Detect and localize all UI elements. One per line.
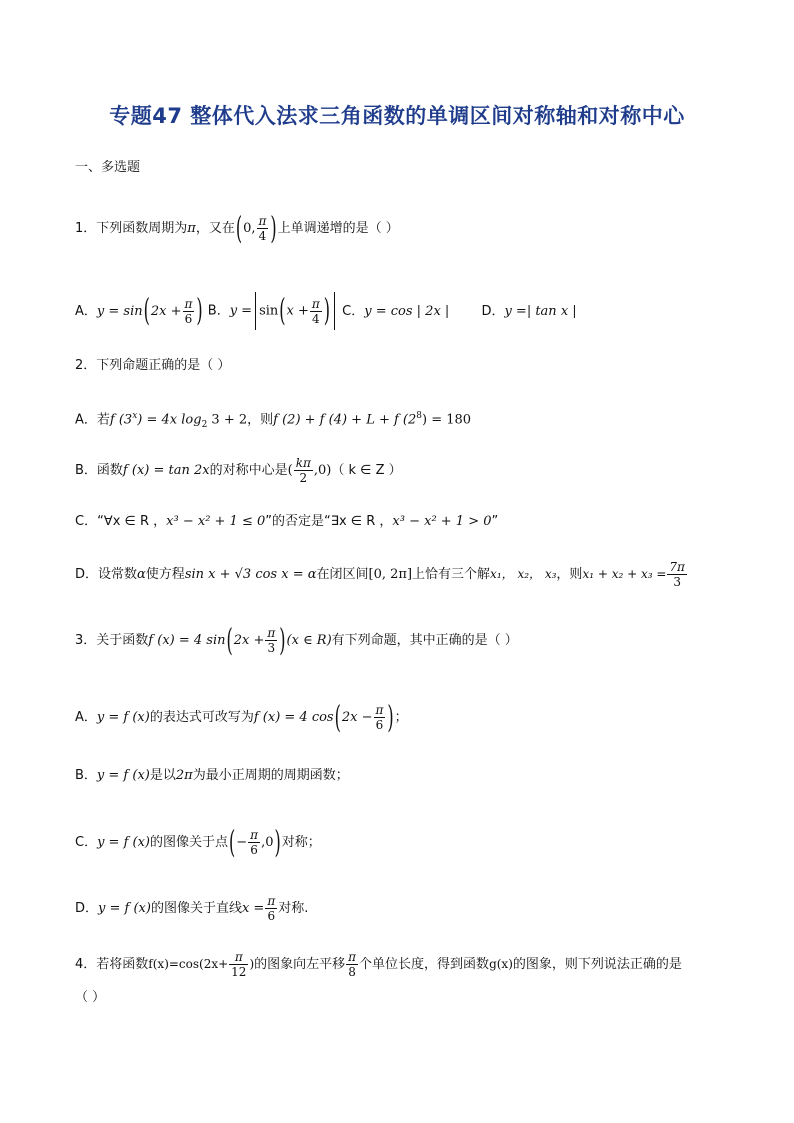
math-expr: ,0: [261, 835, 274, 850]
fraction: [183, 297, 195, 326]
fraction-numerator: π: [250, 828, 259, 842]
math-expr: 2x +: [150, 303, 182, 319]
condition-text: （ k ∈ Z ）: [331, 463, 402, 478]
stem-text: 个单位长度，得到函数: [359, 957, 490, 972]
stem-text: 对称.: [278, 901, 309, 916]
fraction-numerator: 7π: [669, 560, 685, 574]
math-expr: x =: [241, 901, 265, 916]
fraction-denominator: 3: [267, 641, 276, 655]
stem-text: 下列函数周期为: [96, 221, 188, 236]
math-expr: y = sin: [96, 303, 143, 319]
question-number: 2．: [75, 358, 97, 373]
stem-text: 的图象，则下列说法正确的是: [512, 957, 682, 972]
math-expr: ) = 180: [422, 412, 472, 428]
stem-text: 的表达式可改写为: [149, 710, 254, 725]
fraction: [229, 950, 248, 979]
fraction-denominator: 3: [673, 575, 681, 589]
math-expr: g(x): [489, 957, 513, 971]
section-heading: 一、多选题: [75, 160, 141, 175]
math-expr: 2π: [175, 768, 193, 783]
math-expr: f (x) = 4 sin: [148, 633, 226, 648]
paren-close: ): [387, 698, 394, 735]
math-expr: y = f (x): [98, 901, 151, 916]
stem-text: ，又在: [195, 221, 235, 236]
superscript: x: [132, 411, 138, 421]
option-label: A．: [75, 303, 97, 319]
math-expr: (x ∈ R): [286, 633, 332, 648]
fraction: [294, 456, 313, 485]
math-expr: 2x −: [341, 710, 373, 725]
option-c: [342, 302, 449, 322]
paren-open: (: [334, 698, 341, 735]
stem-text: 的对称中心是: [209, 463, 288, 478]
superscript: 8: [416, 411, 422, 421]
question-number: 4．: [75, 957, 97, 972]
stem-text: ”: [491, 514, 499, 529]
option-label: B．函数: [75, 463, 123, 478]
paren-close: ): [323, 292, 331, 329]
stem-text: 是以: [149, 768, 176, 783]
math-expr: x₁， x₂， x₃: [490, 567, 557, 581]
math-expr: f (x) = tan 2x: [122, 463, 210, 478]
fraction-numerator: π: [258, 214, 267, 228]
option-label: A．: [75, 710, 97, 725]
question-1-options: [75, 292, 577, 330]
fraction-numerator: π: [267, 894, 276, 908]
fraction-denominator: 6: [184, 311, 193, 326]
math-expr: x +: [286, 303, 309, 319]
paren-close: ): [196, 292, 203, 329]
fraction: [346, 950, 358, 979]
math-expr: ,0): [313, 463, 332, 478]
fraction: [667, 560, 687, 589]
math-expr: ): [249, 957, 255, 971]
pi-symbol: π: [187, 221, 196, 236]
stem-text: 为最小正周期的周期函数；: [192, 768, 349, 783]
question-4-answer-paren: （ ）: [75, 990, 106, 1005]
option-label: B．: [75, 768, 97, 783]
math-expr: 2x +: [233, 633, 265, 648]
abs-bar: [334, 292, 335, 330]
stem-text: ”的否定是“∃x ∈ R ，: [265, 514, 393, 529]
math-expr: f(x)=cos(2x+: [148, 957, 229, 971]
question-number: 3．: [75, 633, 97, 648]
math-expr: f (2) + f (4) + L + f (2: [273, 412, 417, 428]
math-expr: [0, 2π]: [368, 567, 413, 582]
fraction: [374, 703, 386, 732]
paren-open: (: [235, 209, 243, 246]
stem-text: 下列命题正确的是（ ）: [96, 358, 231, 373]
abs-bar: [255, 292, 256, 330]
math-expr: sin: [259, 303, 279, 319]
stem-text: 关于函数: [96, 633, 149, 648]
paren-close: ): [270, 209, 277, 246]
stem-text: 上单调递增的是（ ）: [277, 221, 399, 236]
stem-text: 的图像关于直线: [150, 901, 242, 916]
math-expr: x₁ + x₂ + x₃ =: [582, 567, 667, 581]
stem-text: ，则: [556, 567, 583, 582]
subscript: 2: [201, 419, 208, 430]
stem-text: 对称；: [281, 835, 321, 850]
paren-open: (: [279, 292, 286, 329]
fraction-denominator: 12: [231, 965, 247, 979]
option-label: D．设常数: [75, 567, 138, 582]
stem-text: ；: [394, 710, 408, 725]
fraction-numerator: kπ: [295, 456, 311, 470]
fraction-denominator: 4: [312, 311, 320, 326]
fraction: [248, 828, 260, 857]
math-expr: y = f (x): [96, 768, 150, 783]
question-number: 1．: [75, 221, 97, 236]
question-2-option-b: [75, 456, 402, 485]
option-label: D．: [481, 303, 505, 319]
option-b: [208, 292, 338, 330]
paren-open: (: [229, 823, 236, 860]
fraction: [265, 626, 277, 655]
math-expr: ) = 4x log: [137, 412, 202, 428]
question-3-stem: [75, 621, 518, 658]
question-4-stem: [75, 950, 682, 979]
paren-open: (: [226, 621, 233, 658]
fraction-numerator: π: [348, 950, 357, 964]
stem-text: 的图象向左平移: [254, 957, 346, 972]
paren-open: (: [143, 292, 150, 329]
option-label: C．: [342, 303, 365, 319]
page-title: 专题47 整体代入法求三角函数的单调区间对称轴和对称中心: [109, 104, 685, 128]
math-expr: x³ − x² + 1 ≤ 0: [166, 514, 266, 529]
fraction-denominator: 2: [299, 471, 308, 485]
fraction-denominator: 6: [267, 909, 276, 923]
math-expr: y = f (x): [96, 710, 150, 725]
math-expr: y = cos | 2x |: [364, 303, 450, 319]
option-label: B．: [207, 303, 230, 319]
fraction-denominator: 4: [258, 229, 267, 243]
fraction: [310, 297, 322, 326]
math-expr: 3 + 2: [207, 412, 248, 428]
fraction-denominator: 8: [348, 965, 356, 979]
question-3-option-d: [75, 894, 308, 923]
fraction: [265, 894, 277, 923]
question-2-stem: [75, 356, 230, 376]
stem-text: 使方程: [145, 567, 185, 582]
question-3-option-c: [75, 823, 321, 860]
question-2-option-a: [75, 406, 471, 435]
fraction-denominator: 6: [250, 843, 258, 857]
question-2-option-d: [75, 560, 688, 589]
stem-text: 的图像关于点: [150, 835, 229, 850]
math-expr: y =: [229, 303, 253, 319]
math-expr: x³ − x² + 1 > 0: [392, 514, 492, 529]
stem-text: ，则: [247, 412, 274, 428]
option-label: C．“∀x ∈ R ，: [75, 514, 167, 529]
question-3-option-a: [75, 698, 408, 735]
paren-close: ): [274, 823, 281, 860]
stem-text: 有下列命题，其中正确的是（ ）: [331, 633, 518, 648]
fraction-numerator: π: [229, 950, 248, 965]
math-expr: sin x + √3 cos x = α: [184, 567, 317, 582]
stem-text: 上恰有三个解: [412, 567, 491, 582]
stem-text: 若将函数: [96, 957, 149, 972]
math-expr: −: [236, 835, 248, 850]
fraction-numerator: π: [311, 296, 320, 311]
question-1-stem: [75, 209, 399, 246]
stem-text: 在闭区间: [316, 567, 369, 582]
paren-close: ): [279, 621, 286, 658]
option-a: [75, 292, 204, 329]
question-2-option-c: [75, 512, 498, 532]
option-label: C．: [75, 835, 98, 850]
question-3-option-b: [75, 766, 349, 786]
fraction: [257, 214, 269, 243]
interval-text: 0,: [243, 221, 256, 236]
math-expr: f (3: [109, 412, 133, 428]
math-expr: α: [137, 567, 146, 582]
option-label: D．: [75, 901, 99, 916]
option-d: [481, 302, 576, 322]
math-expr: y = f (x): [97, 835, 150, 850]
math-expr: f (x) = 4 cos: [253, 710, 334, 725]
fraction-numerator: π: [375, 703, 384, 717]
option-label: A．若: [75, 412, 110, 428]
fraction-numerator: π: [184, 296, 193, 311]
fraction-denominator: 6: [375, 718, 384, 732]
math-expr: (: [287, 463, 293, 478]
math-expr: y =| tan x |: [504, 303, 577, 319]
fraction-numerator: π: [267, 626, 276, 640]
